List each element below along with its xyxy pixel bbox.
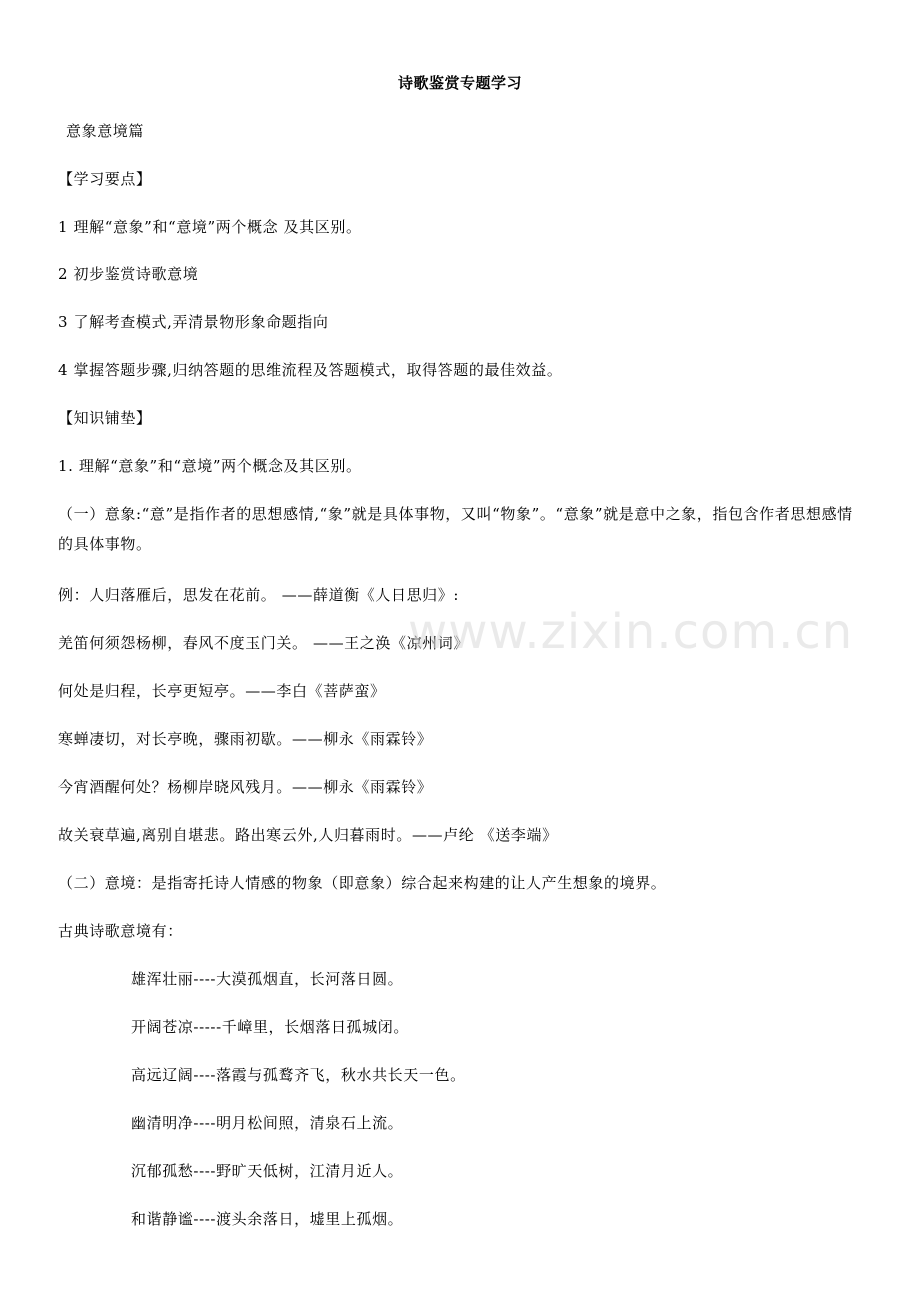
example-line: 例：人归落雁后，思发在花前。 ——薛道衡《人日思归》: [58,586,460,604]
knowledge-heading: 【知识铺垫】 [58,409,152,427]
example-line: 今宵酒醒何处？杨柳岸晓风残月。——柳永《雨霖铃》 [58,778,433,796]
yijing-intro: 古典诗歌意境有： [58,922,183,940]
yijing-definition: （二）意境：是指寄托诗人情感的物象（即意象）综合起来构建的让人产生想象的境界。 [58,874,667,892]
yijing-type-item: 高远辽阔----落霞与孤鹜齐飞，秋水共长天一色。 [131,1066,466,1084]
yixiang-definition: （一）意象:“意”是指作者的思想感情,“象”就是具体事物，又叫“物象”。“意象”就是意中之象，指包含作者思想感情的具体事物。 [58,505,853,553]
section-heading: 意象意境篇 [66,122,145,140]
learning-point-item: 2 初步鉴赏诗歌意境 [58,265,199,283]
learning-point-item: 1 理解“意象”和“意境”两个概念 及其区别。 [58,218,362,236]
learning-points-heading: 【学习要点】 [58,170,152,188]
yijing-type-item: 雄浑壮丽----大漠孤烟直，长河落日圆。 [131,970,404,988]
example-line: 羌笛何须怨杨柳，春风不度玉门关。 ——王之涣《凉州词》 [58,634,469,652]
example-line: 何处是归程，长亭更短亭。——李白《菩萨蛮》 [58,682,386,700]
learning-point-item: 3 了解考查模式,弄清景物形象命题指向 [58,313,329,331]
document-title: 诗歌鉴赏专题学习 [397,74,522,92]
example-line: 寒蝉凄切，对长亭晚，骤雨初歇。——柳永《雨霖铃》 [58,730,433,748]
knowledge-intro: 1. 理解“意象”和“意境”两个概念及其区别。 [58,457,362,475]
yijing-type-item: 和谐静谧----渡头余落日，墟里上孤烟。 [131,1210,404,1228]
watermark: www.zixin.com.cn [408,604,854,660]
learning-point-item: 4 掌握答题步骤,归纳答题的思维流程及答题模式，取得答题的最佳效益。 [58,361,563,379]
example-line: 故关衰草遍,离别自堪悲。路出寒云外,人归暮雨时。——卢纶 《送李端》 [58,826,558,844]
yijing-type-item: 沉郁孤愁----野旷天低树，江清月近人。 [131,1162,404,1180]
yijing-type-item: 开阔苍凉-----千嶂里，长烟落日孤城闭。 [131,1018,409,1036]
yijing-type-item: 幽清明净----明月松间照，清泉石上流。 [131,1114,404,1132]
